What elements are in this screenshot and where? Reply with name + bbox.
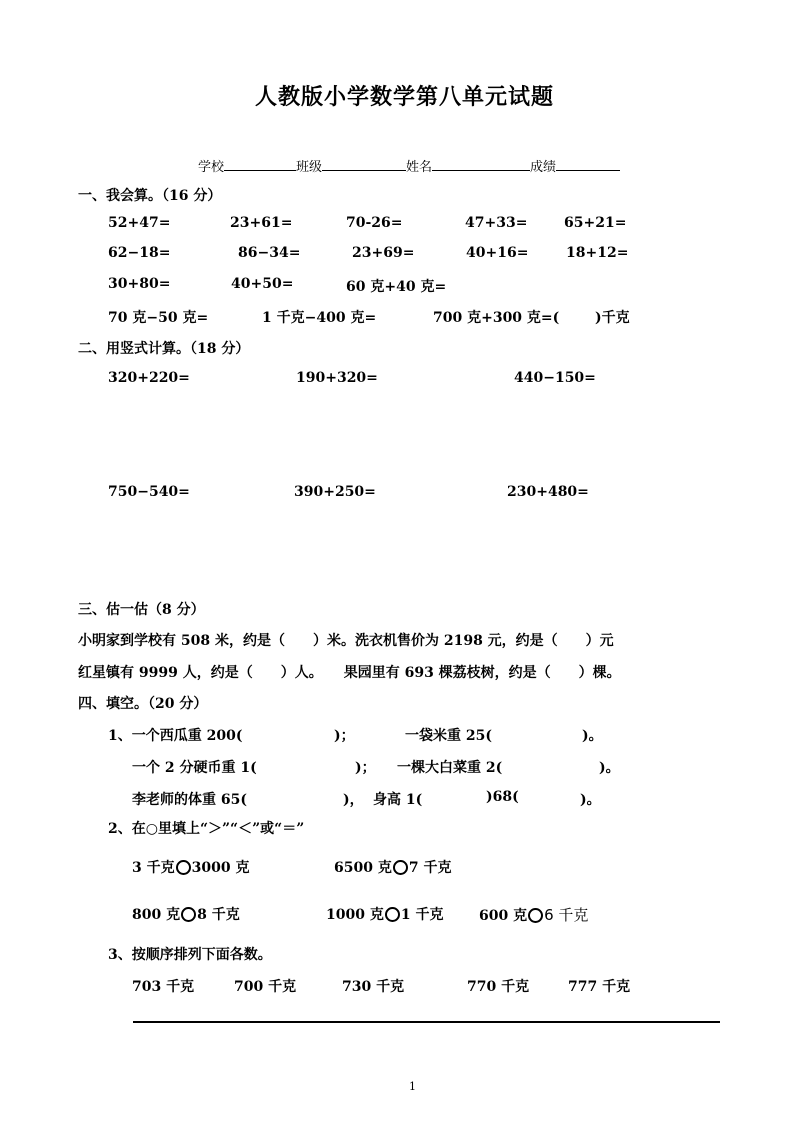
compare-right: 7 千克 [408, 860, 452, 876]
fill-text: )68( [486, 789, 519, 805]
compare-item [479, 904, 588, 925]
page-number: 1 [409, 1080, 416, 1093]
fill-text: 一袋米重 25( [405, 728, 492, 744]
problem: 23+69= [352, 245, 415, 261]
class-label: 班级 [296, 160, 323, 175]
problem: 62−18= [108, 245, 171, 261]
section-4-heading: 四、填空。（20 分） [78, 696, 208, 712]
school-blank[interactable] [224, 158, 296, 171]
problem: 65+21= [564, 215, 627, 231]
compare-left: 800 克 [132, 907, 181, 923]
compare-right: 3000 克 [191, 860, 250, 876]
fill-text: )。 [582, 728, 603, 744]
fill-text: 1、一个西瓜重 200( [108, 728, 243, 744]
fill-text: 李老师的体重 65( [132, 792, 247, 808]
score-blank[interactable] [556, 158, 620, 171]
problem: 750−540= [108, 484, 190, 500]
compare-circle[interactable] [528, 908, 543, 923]
problem: 86−34= [238, 245, 301, 261]
fill-text: )。 [599, 760, 620, 776]
name-blank[interactable] [432, 158, 530, 171]
problem: 700 克+300 克=( [433, 310, 560, 326]
problem: 70 克−50 克= [108, 310, 209, 326]
compare-left: 3 千克 [132, 860, 175, 876]
problem: 47+33= [465, 215, 528, 231]
problem: 52+47= [108, 215, 171, 231]
problem: 60 克+40 克= [346, 279, 447, 295]
page-title: 人教版小学数学第八单元试题 [255, 85, 555, 110]
order-item: 700 千克 [234, 979, 297, 995]
fill-text: 身高 1( [373, 792, 423, 808]
problem: 18+12= [566, 245, 629, 261]
school-label: 学校 [198, 160, 225, 175]
fill-text: 一个 2 分硬币重 1( [132, 760, 257, 776]
compare-right: 6 千克 [544, 906, 589, 924]
fill-text: 一棵大白菜重 2( [397, 760, 503, 776]
compare-circle[interactable] [393, 860, 408, 875]
compare-item [132, 904, 240, 924]
compare-left: 600 克 [479, 908, 528, 924]
problem-unit: )千克 [595, 310, 630, 326]
order-item: 703 千克 [132, 979, 195, 995]
compare-heading: 2、在○里填上“＞”“＜”或“＝” [108, 821, 305, 837]
answer-line[interactable] [133, 1021, 720, 1023]
order-item: 730 千克 [342, 979, 405, 995]
order-item: 770 千克 [467, 979, 530, 995]
compare-circle[interactable] [176, 860, 191, 875]
problem: 30+80= [108, 276, 171, 292]
problem: 230+480= [507, 484, 589, 500]
problem: 390+250= [294, 484, 376, 500]
section-3-heading: 三、估一估（8 分） [78, 602, 205, 618]
problem: 40+16= [466, 245, 529, 261]
problem: 23+61= [230, 215, 293, 231]
compare-item [132, 857, 249, 877]
compare-left: 6500 克 [334, 860, 392, 876]
problem: 320+220= [108, 370, 190, 386]
order-item: 777 千克 [568, 979, 631, 995]
fill-text: )； [334, 728, 355, 744]
compare-left: 1000 克 [326, 907, 384, 923]
fill-text: )。 [580, 792, 601, 808]
fill-text: )， [343, 792, 364, 808]
compare-circle[interactable] [385, 907, 400, 922]
compare-right: 1 千克 [400, 907, 444, 923]
estimate-line: 小明家到学校有 508 米，约是（ ）米。洗衣机售价为 2198 元，约是（ ）元 [78, 633, 614, 649]
compare-item [326, 904, 443, 924]
order-heading: 3、按顺序排列下面各数。 [108, 947, 272, 963]
problem: 190+320= [296, 370, 378, 386]
fill-text: )； [355, 760, 376, 776]
compare-circle[interactable] [181, 907, 196, 922]
class-blank[interactable] [322, 158, 406, 171]
student-info-line [198, 156, 620, 175]
compare-item [334, 857, 451, 877]
problem: 1 千克−400 克= [262, 310, 377, 326]
problem: 440−150= [514, 370, 596, 386]
problem: 40+50= [231, 276, 294, 292]
estimate-line: 红星镇有 9999 人，约是（ ）人。 果园里有 693 棵荔枝树，约是（ ）棵。 [78, 665, 621, 681]
problem: 70-26= [346, 215, 403, 231]
score-label: 成绩 [530, 160, 557, 175]
name-label: 姓名 [406, 160, 433, 175]
compare-right: 8 千克 [197, 907, 240, 923]
section-1-heading: 一、我会算。（16 分） [78, 188, 222, 204]
section-2-heading: 二、用竖式计算。（18 分） [78, 341, 250, 357]
